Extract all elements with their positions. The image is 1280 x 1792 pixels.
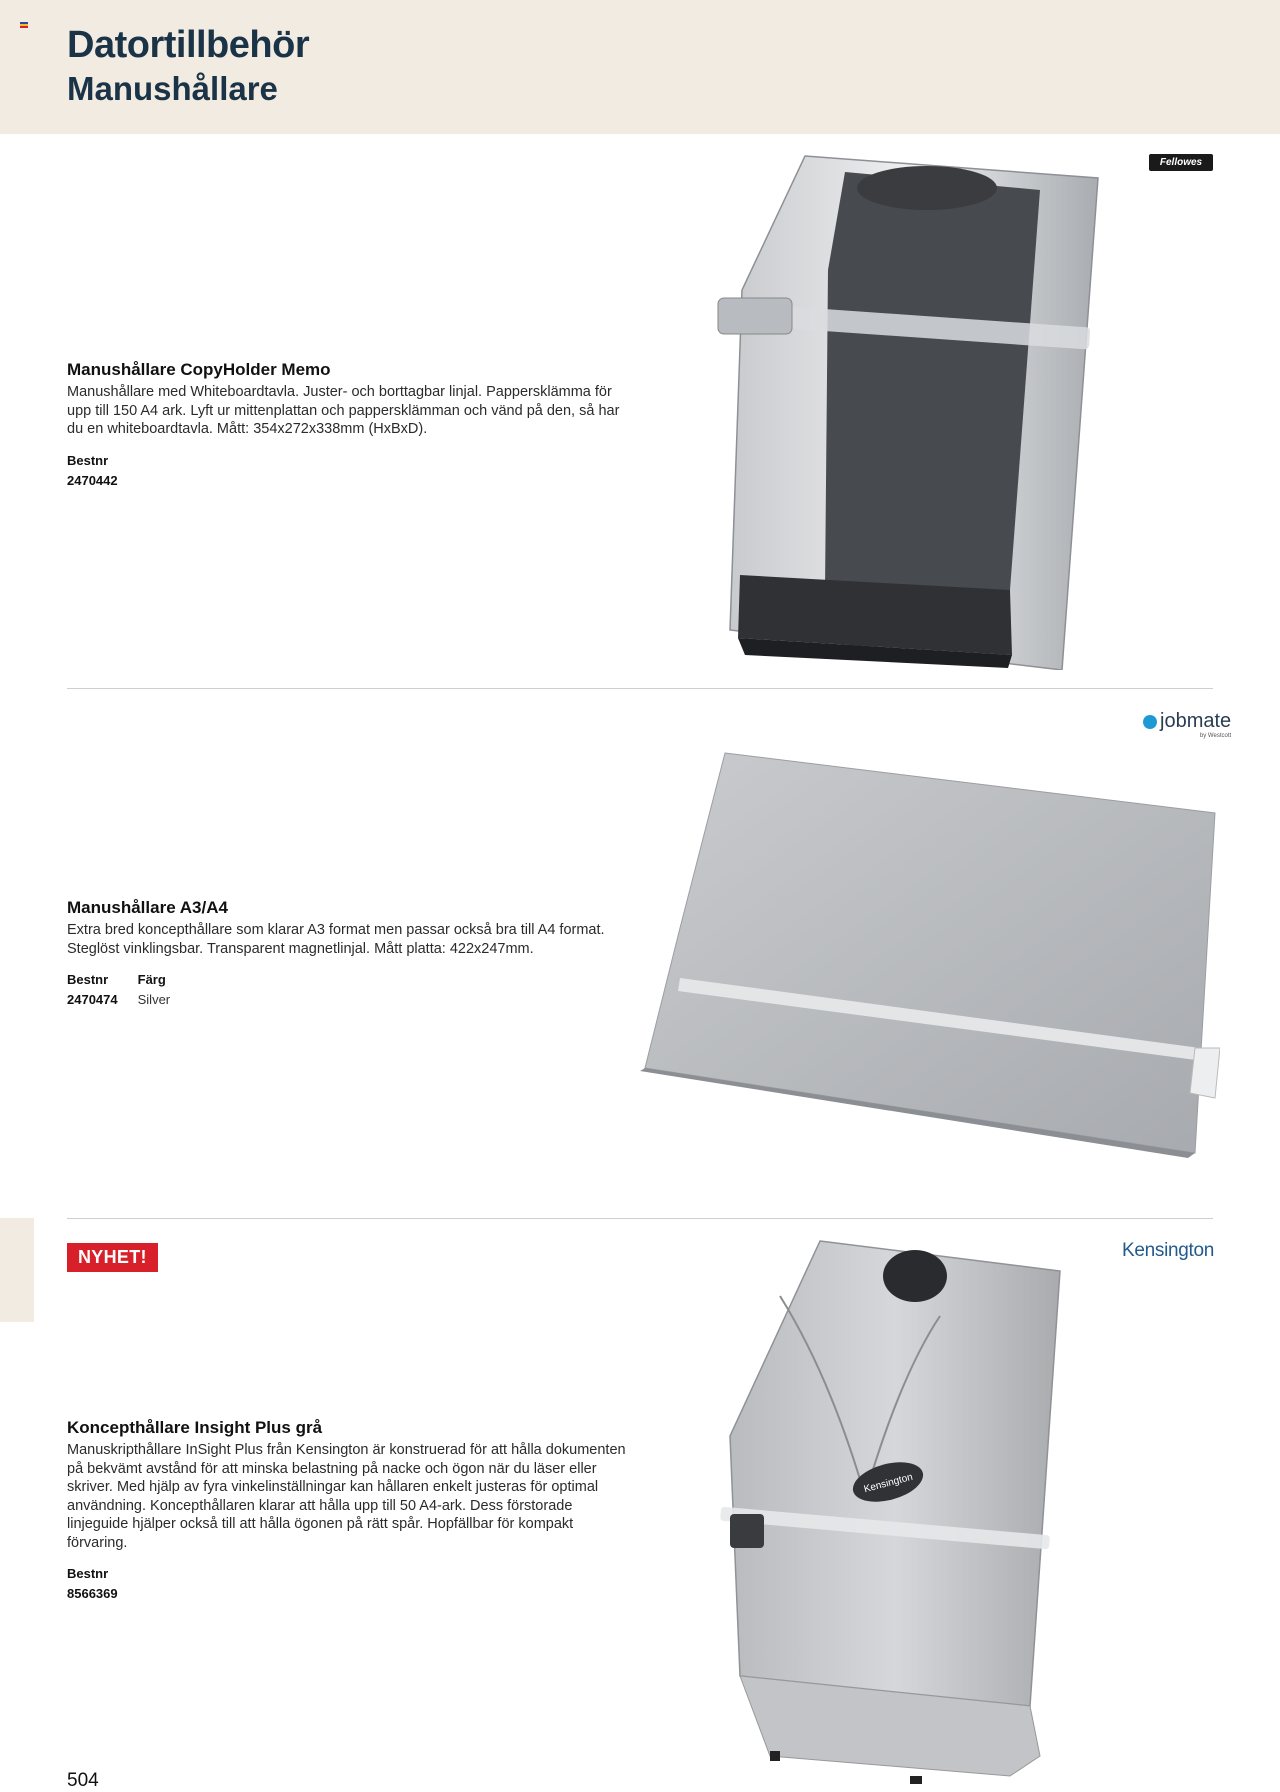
- product-name: Koncepthållare Insight Plus grå: [67, 1418, 323, 1437]
- product-insight-plus: [67, 1418, 637, 1604]
- section-divider: [67, 688, 1213, 689]
- product-image-insight-plus: [710, 1236, 1080, 1786]
- product-spec: [67, 1564, 637, 1604]
- brand-logo-kensington: Kensington: [1122, 1240, 1215, 1261]
- product-name: Manushållare CopyHolder Memo: [67, 360, 331, 379]
- page-number: 504: [67, 1770, 99, 1791]
- product-image-copyholder-memo: [710, 150, 1100, 670]
- side-tab: [0, 1218, 34, 1322]
- brand-name: jobmate: [1160, 710, 1232, 732]
- spec-value-bestnr: 8566369: [67, 1586, 118, 1601]
- page-title: Datortillbehör: [67, 24, 310, 66]
- spec-label-bestnr: Bestnr: [67, 972, 109, 987]
- flag-icon: [20, 22, 28, 28]
- spec-value-bestnr: 2470442: [67, 472, 118, 488]
- product-description: Manuskripthållare InSight Plus från Kensington är konstruerad för att hålla dokumenten på bekvämt avstånd för att minska belastning på nacke och ögon när du läser eller skriver. Med hjälp av fyra vinkelinställningar kan hållaren enkelt justeras för optimal användning. Koncepthållaren klarar att hålla upp till 50 A4-ark. Dess förstorade linjeguide hjälper också till att hålla ögonen på rätt spår. Hopfällbar för kompakt förvaring.: [67, 1442, 626, 1551]
- spec-value-farg: Silver: [137, 992, 171, 1007]
- page-subtitle: Manushållare: [67, 70, 278, 107]
- new-badge: NYHET!: [67, 1243, 158, 1272]
- product-a3-a4: [67, 898, 637, 1010]
- spec-label-bestnr: Bestnr: [67, 1566, 109, 1581]
- brand-logo-fellowes: Fellowes: [1149, 154, 1213, 171]
- page-header: [0, 0, 1280, 134]
- product-image-a3-a4-holder: [640, 748, 1220, 1158]
- water-drop-icon: [1143, 715, 1157, 729]
- section-divider: [67, 1218, 1213, 1219]
- product-spec: [67, 451, 637, 491]
- product-copyholder-memo: [67, 360, 637, 491]
- product-description: Manushållare med Whiteboardtavla. Juster- och borttagbar linjal. Pappersklämma för upp till 150 A4 ark. Lyft ur mittenplattan och pappersklämman och vänd på den, så har du en whiteboardtavla. Mått: 354x272x338mm (HxBxD).: [67, 384, 620, 437]
- product-spec: [67, 970, 637, 1010]
- product-description: Extra bred koncepthållare som klarar A3 format men passar också bra till A4 format. Steglöst vinklingsbar. Transparent magnetlinjal. Mått platta: 422x247mm.: [67, 922, 605, 957]
- brand-logo-jobmate: [1143, 710, 1232, 739]
- product-name: Manushållare A3/A4: [67, 898, 228, 917]
- spec-label-bestnr: Bestnr: [67, 452, 109, 468]
- product-logo-text: Kensington: [862, 1471, 914, 1496]
- brand-subtext: by Westcott: [1199, 733, 1232, 739]
- spec-value-bestnr: 2470474: [67, 992, 118, 1007]
- spec-label-farg: Färg: [137, 972, 166, 987]
